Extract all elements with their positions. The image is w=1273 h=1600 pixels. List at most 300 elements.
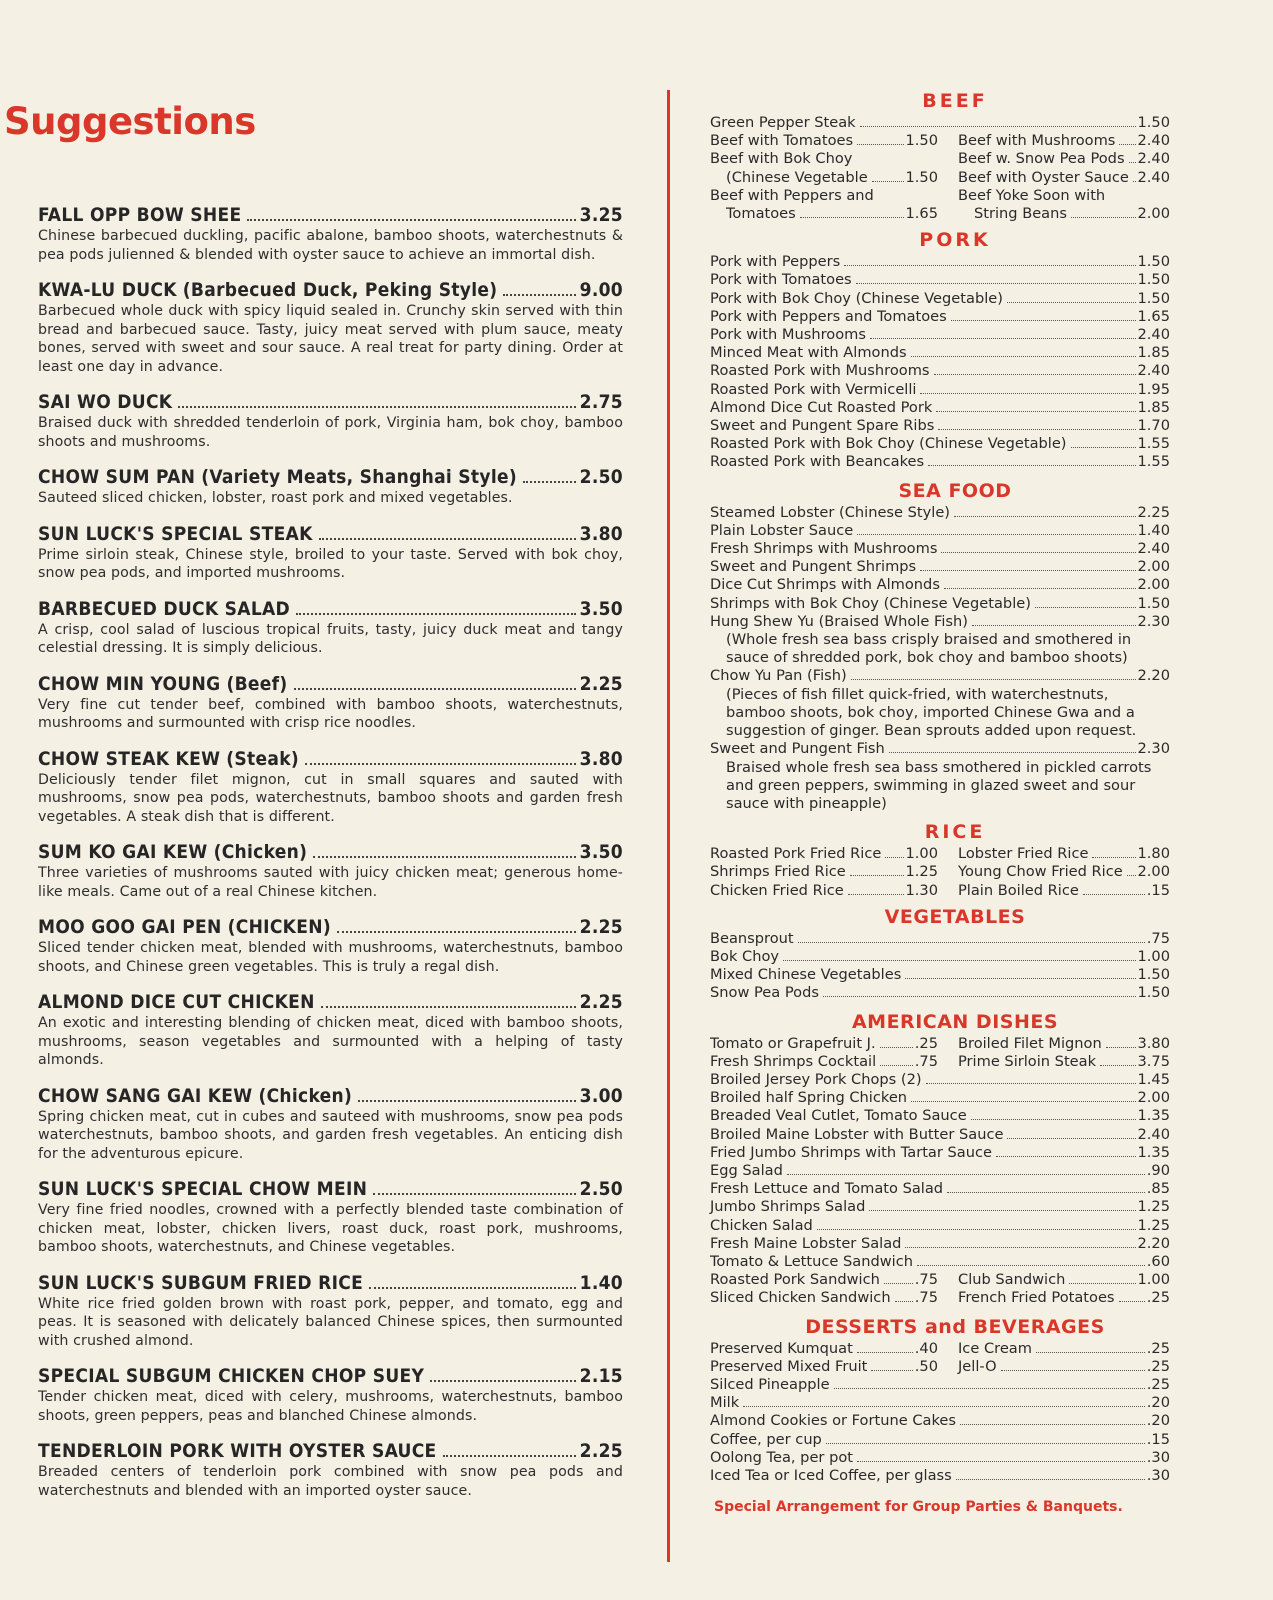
dish-description: Spring chicken meat, cut in cubes and sauteed with mushrooms, snow pea pods waterchestnuts, bamboo shoots, and garden fresh vegetables. An enticing dish for the adventurous epicure.	[38, 1108, 623, 1162]
menu-item-name: Sweet and Pungent Spare Ribs	[710, 417, 935, 435]
menu-item-price: 1.50	[1137, 594, 1170, 612]
menu-item-price: 1.25	[1137, 1198, 1170, 1216]
menu-item-name: Egg Salad	[710, 1161, 783, 1179]
menu-item-price: 1.65	[1137, 307, 1170, 325]
menu-item-name: Shrimps with Bok Choy (Chinese Vegetable)	[710, 594, 1031, 612]
dot-leader	[956, 1479, 1145, 1480]
dish-description: An exotic and interesting blending of chicken meat, diced with bamboo shoots, mushrooms, season vegetables and surmounted with a helping of tasty almonds.	[38, 1015, 623, 1068]
dish-price: 2.25	[579, 991, 623, 1013]
dot-leader	[247, 219, 575, 221]
menu-item-name: Oolong Tea, per pot	[710, 1448, 853, 1466]
menu-item-name: Plain Lobster Sauce	[710, 521, 854, 539]
vegetables-section	[710, 930, 1170, 1003]
dot-leader	[834, 1388, 1145, 1389]
menu-row	[710, 1340, 938, 1358]
menu-item-price: 1.50	[905, 168, 938, 186]
dish-item	[38, 1084, 623, 1164]
dish-item	[38, 915, 623, 976]
menu-item-name: Hung Shew Yu (Braised Whole Fish)	[710, 612, 968, 630]
dot-leader	[523, 481, 576, 483]
menu-item-name: Broiled Jersey Pork Chops (2)	[710, 1070, 922, 1088]
menu-item-name: Pork with Peppers	[710, 253, 841, 271]
dish-item	[38, 1177, 623, 1257]
menu-item-name: Tomato or Grapefruit J.	[710, 1034, 876, 1052]
menu-item-name: Beef with Tomatoes	[710, 132, 854, 150]
dot-leader	[1007, 1138, 1135, 1139]
menu-item-name: Fresh Maine Lobster Salad	[710, 1234, 902, 1252]
menu-item-price: 3.80	[1137, 1034, 1170, 1052]
dish-description: Breaded centers of tenderloin pork combined with snow pea pods and waterchestnuts and blended with an imported oyster sauce.	[38, 1464, 623, 1499]
dot-leader	[430, 1380, 575, 1382]
dish-price: 1.40	[579, 1271, 623, 1294]
menu-item-name: Iced Tea or Iced Coffee, per glass	[710, 1467, 952, 1484]
dish-price: 3.50	[579, 841, 623, 863]
dot-leader	[503, 294, 575, 296]
menu-row	[710, 205, 938, 223]
dish-description: Sauteed sliced chicken, lobster, roast pork and mixed vegetables.	[38, 490, 513, 506]
menu-item-name: Milk	[710, 1394, 740, 1412]
dish-header	[38, 1271, 623, 1295]
menu-item-price: 1.85	[1137, 344, 1170, 362]
dish-price: 3.00	[579, 1084, 623, 1107]
menu-row	[958, 1035, 1170, 1053]
dish-description: Barbecued whole duck with spicy liquid sealed in. Crunchy skin served with thin bread and barbecued sauce. Tasty, juicy meat served with plum sauce, meaty bones, served with sweet and sour sauce. A real treat for party dining. Order at least one day in advance.	[38, 303, 623, 375]
menu-item-price: 1.55	[1137, 453, 1170, 471]
dot-leader	[880, 1047, 913, 1048]
menu-row	[958, 863, 1170, 881]
menu-row	[710, 1107, 1170, 1125]
rice-section	[710, 845, 1170, 900]
dish-description: Very fine fried noodles, crowned with a perfectly blended taste combination of chicken meat, lobster, chicken livers, roast duck, roast pork, mushrooms, bamboo shoots, waterchestnuts, and Chinese vegetables.	[38, 1202, 623, 1255]
american-title: AMERICAN DISHES	[851, 1010, 1059, 1033]
menu-item-price: .20	[1146, 1412, 1170, 1430]
rice-title: RICE	[924, 821, 986, 844]
dish-description: Sliced tender chicken meat, blended with mushrooms, waterchestnuts, bamboo shoots, and Chinese green vegetables. This is truly a regal dish.	[38, 940, 623, 975]
menu-item-price: 1.85	[1137, 398, 1170, 416]
menu-item-note: Braised whole fresh sea bass smothered in pickled carrots and green peppers, swimming in glazed sweet and sour sauce with pineapple)	[726, 758, 1152, 812]
menu-item-price: 2.30	[1137, 740, 1170, 758]
dish-header	[38, 390, 623, 414]
dish-header	[38, 522, 623, 546]
menu-row	[710, 1253, 1170, 1271]
menu-item-name: Snow Pea Pods	[710, 984, 819, 1002]
menu-item-price: 2.00	[1137, 1089, 1170, 1107]
menu-item-note: (Pieces of fish fillet quick-fried, with waterchestnuts, bamboo shoots, bok choy, imported Chinese Gwa and a suggestion of ginger. Bean sprouts added upon request.	[726, 685, 1137, 740]
dish-item	[38, 747, 623, 827]
menu-item-price: 1.00	[1137, 1271, 1170, 1289]
dish-description: Three varieties of mushrooms sauted with juicy chicken meat; generous home-like meals. Came out of a real Chinese kitchen.	[38, 865, 623, 900]
menu-item-name: Sliced Chicken Sandwich	[710, 1289, 891, 1307]
menu-row	[710, 667, 1170, 685]
dish-header	[38, 1084, 623, 1108]
menu-item-price: 1.25	[1137, 1216, 1170, 1234]
menu-item-name: Silced Pineapple	[710, 1375, 830, 1393]
menu-item-price: .25	[1146, 1339, 1170, 1357]
menu-item-name: Roasted Pork with Beancakes	[710, 453, 925, 471]
menu-row	[710, 1412, 1170, 1430]
menu-item-name: Preserved Mixed Fruit	[710, 1357, 868, 1375]
menu-item-price: .90	[1146, 1161, 1170, 1179]
menu-item-price: 1.40	[1137, 521, 1170, 539]
menu-row	[958, 845, 1170, 863]
dot-leader	[826, 1443, 1145, 1444]
dish-subtitle: (Barbecued Duck, Peking Style)	[182, 279, 498, 301]
dot-leader	[1071, 217, 1136, 218]
dish-price: 2.25	[579, 672, 623, 695]
dish-price: 3.80	[579, 522, 623, 545]
dish-name: SUM KO GAI KEW	[38, 841, 208, 863]
dot-leader	[337, 931, 576, 933]
menu-item-name: Roasted Pork with Mushrooms	[710, 362, 930, 380]
beef-section	[710, 114, 1170, 223]
dot-leader	[971, 1119, 1136, 1120]
menu-row	[710, 1431, 1170, 1449]
dish-description: White rice fried golden brown with roast pork, pepper, and tomato, egg and peas. It is seasoned with delicately balanced Chinese spices, then surmounted with crushed almond.	[38, 1295, 623, 1349]
menu-item-name: Fried Jumbo Shrimps with Tartar Sauce	[710, 1143, 992, 1161]
menu-item-name: Tomato & Lettuce Sandwich	[710, 1252, 914, 1270]
menu-item-name: Roasted Pork with Vermicelli	[710, 380, 917, 398]
menu-item-name: (Chinese Vegetable	[726, 168, 868, 186]
menu-row	[958, 1358, 1170, 1376]
menu-row	[710, 150, 938, 168]
dish-price: 2.50	[579, 466, 623, 488]
dot-leader	[787, 1174, 1145, 1175]
dish-name: MOO GOO GAI PEN	[38, 916, 222, 938]
menu-item-name: Ice Cream	[958, 1339, 1032, 1357]
suggestions-list	[38, 203, 623, 1514]
menu-item-price: .75	[1146, 929, 1170, 947]
dish-item	[38, 390, 623, 451]
menu-row	[710, 882, 938, 900]
menu-item-price: 1.50	[905, 132, 938, 150]
menu-row	[710, 114, 1170, 132]
dish-name: CHOW MIN YOUNG	[38, 672, 221, 695]
dot-leader	[941, 552, 1135, 553]
menu-row	[710, 845, 938, 863]
menu-item-name: Fresh Lettuce and Tomato Salad	[710, 1180, 944, 1198]
menu-item-price: .20	[1146, 1394, 1170, 1412]
menu-row	[710, 1271, 938, 1289]
dot-leader	[944, 588, 1136, 589]
dot-leader	[996, 1156, 1136, 1157]
menu-item-name: Bok Choy	[710, 947, 780, 965]
menu-item-name: Sweet and Pungent Fish	[710, 740, 885, 758]
menu-row	[710, 453, 1170, 471]
menu-row	[958, 169, 1170, 187]
menu-item-name: Broiled half Spring Chicken	[710, 1089, 908, 1107]
menu-item-name: Almond Cookies or Fortune Cakes	[710, 1412, 956, 1430]
dot-leader	[1119, 144, 1135, 145]
menu-item-price: 2.40	[1137, 326, 1170, 344]
menu-item-price: 1.80	[1137, 845, 1170, 863]
dot-leader	[1127, 875, 1136, 876]
dish-header	[38, 1439, 623, 1463]
menu-item-note: (Whole fresh sea bass crisply braised and smothered in sauce of shredded pork, bok choy and bamboo shoots)	[726, 631, 1132, 667]
right-column	[710, 88, 1170, 1515]
menu-row	[710, 1071, 1170, 1089]
menu-item-price: .85	[1146, 1180, 1170, 1198]
menu-row	[710, 381, 1170, 399]
menu-item-price: 1.50	[1137, 966, 1170, 984]
desserts-section	[710, 1340, 1170, 1486]
dish-name: FALL OPP BOW SHEE	[38, 204, 242, 226]
dot-leader	[1083, 894, 1145, 895]
dish-name: CHOW SUM PAN	[38, 466, 196, 488]
dot-leader	[871, 1370, 912, 1371]
menu-row	[710, 308, 1170, 326]
dish-item	[38, 840, 623, 901]
vegetables-title: VEGETABLES	[884, 905, 1026, 928]
dot-leader	[857, 144, 903, 145]
dot-leader	[1069, 1283, 1135, 1284]
menu-item-price: .75	[914, 1271, 938, 1289]
menu-row	[710, 1089, 1170, 1107]
menu-row	[958, 132, 1170, 150]
dish-header	[38, 1177, 623, 1201]
dish-price: 3.25	[579, 204, 623, 226]
menu-item-name: Shrimps Fried Rice	[710, 863, 846, 881]
dish-header	[38, 1364, 623, 1388]
dish-description: Tender chicken meat, diced with celery, mushrooms, waterchestnuts, bamboo shoots, green peppers, peas and blanched Chinese almonds.	[38, 1389, 623, 1424]
menu-item-price: 1.95	[1137, 380, 1170, 398]
menu-row	[710, 1126, 1170, 1144]
dot-leader	[895, 1301, 913, 1302]
menu-row	[958, 1271, 1170, 1289]
dot-leader	[443, 1455, 576, 1457]
dot-leader	[1035, 607, 1136, 608]
dish-name: SAI WO DUCK	[38, 391, 173, 413]
menu-row	[710, 576, 1170, 594]
menu-row	[710, 169, 938, 187]
dish-item	[38, 1271, 623, 1351]
menu-item-price: 2.00	[1137, 576, 1170, 594]
dot-leader	[920, 393, 1135, 394]
dish-header	[38, 990, 623, 1014]
menu-item-price: .75	[914, 1052, 938, 1070]
menu-item-name: Green Pepper Steak	[710, 114, 856, 131]
menu-row	[958, 1053, 1170, 1071]
dish-item	[38, 522, 623, 583]
menu-row	[710, 1358, 938, 1376]
dish-name: ALMOND DICE CUT CHICKEN	[38, 991, 315, 1013]
dot-leader	[911, 356, 1136, 357]
menu-item-price: 2.20	[1137, 1234, 1170, 1252]
beef-title: BEEF	[922, 90, 988, 112]
dish-header	[38, 597, 623, 621]
menu-item-price: 1.50	[1137, 289, 1170, 307]
menu-item-name: Beef with Bok Choy	[710, 150, 853, 168]
menu-item-name: Jell-O	[958, 1357, 997, 1375]
dish-price: 9.00	[579, 279, 623, 301]
dot-leader	[743, 1406, 1145, 1407]
menu-item-name: Young Chow Fried Rice	[958, 863, 1123, 881]
menu-item-price: 1.35	[1137, 1107, 1170, 1125]
dot-leader	[373, 1193, 575, 1195]
menu-item-name: Beef with Oyster Sauce	[958, 168, 1129, 186]
menu-row	[710, 540, 1170, 558]
menu-item-name: Pork with Tomatoes	[710, 271, 852, 289]
menu-row	[710, 1035, 938, 1053]
menu-item-price: .75	[914, 1289, 938, 1307]
menu-row	[710, 948, 1170, 966]
dot-leader	[319, 538, 576, 540]
dish-price: 2.50	[579, 1178, 623, 1200]
seafood-title: SEA FOOD	[898, 479, 1012, 502]
menu-item-name: Preserved Kumquat	[710, 1339, 853, 1357]
menu-row	[710, 1162, 1170, 1180]
dot-leader	[911, 1101, 1135, 1102]
dot-leader	[951, 320, 1136, 321]
dish-header	[38, 465, 623, 489]
dish-name: SUN LUCK'S SPECIAL STEAK	[38, 522, 313, 545]
menu-row	[710, 132, 938, 150]
dot-leader	[938, 429, 1135, 430]
dot-leader	[928, 465, 1135, 466]
menu-row	[710, 966, 1170, 984]
dish-item	[38, 465, 623, 508]
menu-item-name: Beansprout	[710, 929, 794, 947]
dot-leader	[857, 1352, 913, 1353]
menu-item-price: 1.35	[1137, 1143, 1170, 1161]
menu-row	[710, 1289, 938, 1307]
menu-item-name: Broiled Maine Lobster with Butter Sauce	[710, 1125, 1004, 1143]
menu-item-price: .30	[1146, 1448, 1170, 1466]
menu-item-price: 2.00	[1137, 205, 1170, 223]
menu-row	[710, 1053, 938, 1071]
dot-leader	[869, 1210, 1135, 1211]
dot-leader	[926, 1083, 1136, 1084]
menu-item-price: 1.45	[1137, 1070, 1170, 1088]
menu-item-name: Broiled Filet Mignon	[958, 1034, 1102, 1052]
dot-leader	[960, 1424, 1145, 1425]
dot-leader	[857, 534, 1135, 535]
menu-row	[958, 1340, 1170, 1358]
menu-item-price: 1.25	[905, 863, 938, 881]
menu-item-price: .15	[1146, 881, 1170, 899]
menu-row	[710, 1198, 1170, 1216]
menu-item-name: Plain Boiled Rice	[958, 881, 1079, 899]
menu-row	[958, 205, 1170, 223]
menu-row	[710, 863, 938, 881]
dot-leader	[321, 1006, 576, 1008]
menu-item-name: Chicken Salad	[710, 1216, 813, 1234]
dot-leader	[920, 570, 1135, 571]
dish-item	[38, 203, 623, 264]
dish-item	[38, 1364, 623, 1425]
dot-leader	[817, 1229, 1136, 1230]
menu-item-price: .15	[1146, 1430, 1170, 1448]
menu-row	[710, 435, 1170, 453]
dot-leader	[860, 126, 1136, 127]
dish-description: Chinese barbecued duckling, pacific abalone, bamboo shoots, waterchestnuts & pea pods julienned & blended with oyster sauce to achieve an immortal dish.	[38, 228, 623, 263]
menu-row	[958, 187, 1170, 205]
menu-row	[710, 930, 1170, 948]
menu-item-name: Beef with Mushrooms	[958, 132, 1116, 150]
dot-leader	[294, 688, 576, 690]
menu-item-name: Mixed Chinese Vegetables	[710, 966, 902, 984]
menu-row	[710, 740, 1170, 758]
dot-leader	[936, 411, 1135, 412]
dish-subtitle: (CHICKEN)	[227, 916, 331, 938]
dish-header	[38, 278, 623, 302]
menu-item-name: Beef with Peppers and	[710, 186, 874, 204]
menu-item-name: Beef Yoke Soon with	[958, 186, 1106, 204]
dish-description: Very fine cut tender beef, combined with bamboo shoots, waterchestnuts, mushrooms and surmounted with crisp rice noodles.	[38, 696, 623, 731]
dot-leader	[905, 1247, 1135, 1248]
menu-item-price: 2.40	[1137, 168, 1170, 186]
menu-item-price: 2.20	[1137, 667, 1170, 685]
dot-leader	[884, 1283, 913, 1284]
menu-item-price: 2.40	[1137, 132, 1170, 150]
desserts-title: DESSERTS and BEVERAGES	[805, 1315, 1105, 1338]
dish-price: 2.15	[579, 1365, 623, 1387]
dot-leader	[972, 625, 1136, 626]
menu-item-name: Prime Sirloin Steak	[958, 1052, 1097, 1070]
menu-row	[710, 187, 938, 205]
dish-header	[38, 915, 623, 939]
menu-row	[958, 150, 1170, 168]
dish-header	[38, 672, 623, 696]
dot-leader	[880, 1065, 913, 1066]
menu-item-name: Lobster Fried Rice	[958, 845, 1089, 863]
dish-subtitle: (Variety Meats, Shanghai Style)	[201, 466, 517, 488]
menu-item-name: String Beans	[974, 205, 1067, 223]
menu-item-price: 1.00	[1137, 947, 1170, 965]
dot-leader	[851, 679, 1136, 680]
american-section	[710, 1035, 1170, 1308]
menu-item-name: Tomatoes	[726, 205, 796, 223]
dot-leader	[889, 752, 1136, 753]
menu-item-price: 2.00	[1137, 863, 1170, 881]
dish-price: 3.80	[579, 747, 623, 770]
dish-name: BARBECUED DUCK SALAD	[38, 597, 291, 620]
dot-leader	[783, 960, 1135, 961]
dish-subtitle: (Chicken)	[258, 1084, 353, 1107]
dish-subtitle: (Steak)	[226, 747, 299, 770]
dot-leader	[848, 894, 904, 895]
menu-item-price: 1.70	[1137, 417, 1170, 435]
menu-row	[710, 290, 1170, 308]
menu-row	[710, 522, 1170, 540]
menu-row	[710, 362, 1170, 380]
menu-item-name: Pork with Peppers and Tomatoes	[710, 307, 947, 325]
menu-item-price: 2.40	[1137, 1125, 1170, 1143]
menu-item-price: 1.00	[905, 845, 938, 863]
menu-row	[958, 882, 1170, 900]
dish-name: KWA-LU DUCK	[38, 279, 177, 301]
menu-item-price: 3.75	[1137, 1052, 1170, 1070]
dot-leader	[1007, 302, 1136, 303]
menu-row	[958, 1289, 1170, 1307]
menu-item-name: Sweet and Pungent Shrimps	[710, 558, 917, 576]
menu-item-price: 1.50	[1137, 984, 1170, 1002]
dot-leader	[296, 613, 576, 615]
suggestions-title: Suggestions	[4, 100, 256, 143]
menu-row	[710, 1394, 1170, 1412]
dish-item	[38, 278, 623, 376]
dish-subtitle: (Chicken)	[213, 841, 308, 863]
dot-leader	[1001, 1370, 1145, 1371]
dot-leader	[1036, 1352, 1145, 1353]
dish-description: A crisp, cool salad of luscious tropical fruits, tasty, juicy duck meat and tangy celestial dressing. It is simply delicious.	[38, 621, 623, 656]
pork-section	[710, 253, 1170, 471]
dot-leader	[1129, 162, 1136, 163]
dot-leader	[857, 1461, 1145, 1462]
dish-header	[38, 840, 623, 864]
menu-item-price: .30	[1146, 1467, 1170, 1484]
menu-item-price: .40	[914, 1339, 938, 1357]
menu-item-name: Pork with Mushrooms	[710, 326, 866, 344]
